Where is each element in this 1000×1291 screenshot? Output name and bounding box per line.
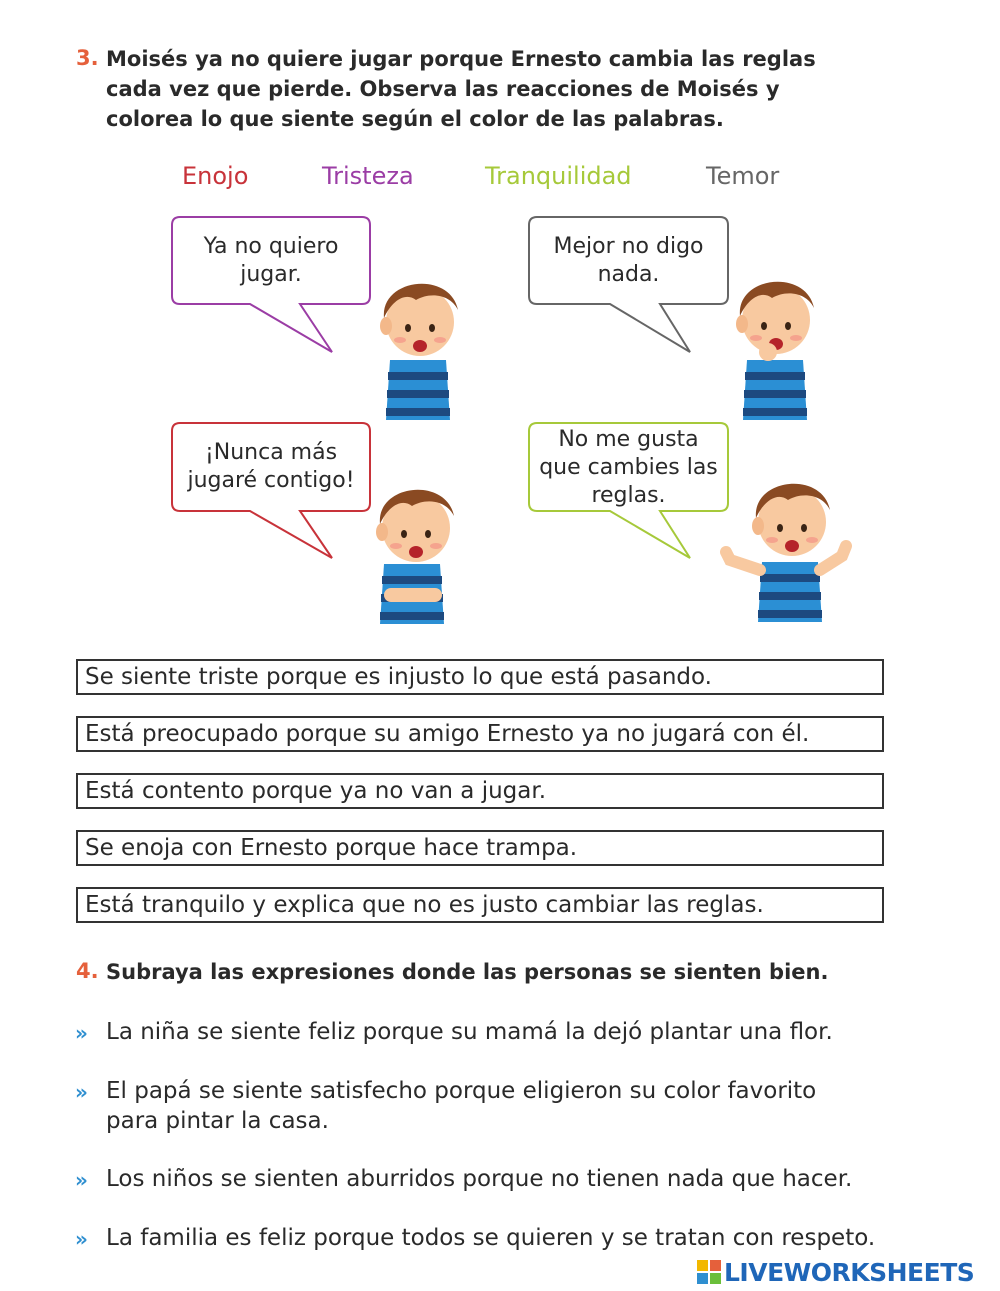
bubble-line: nada. [597,262,660,287]
bubble-line: reglas. [591,483,666,508]
bubble-1-text [172,233,370,289]
expression-line: La familia es feliz porque todos se quieren y se tratan con respeto. [106,1225,876,1251]
legend-tristeza: Tristeza [322,162,414,190]
bubble-line: No me gusta [558,427,699,452]
answer-box-5[interactable]: Está tranquilo y explica que no es justo cambiar las reglas. [76,887,884,923]
bubble-2-text [529,233,728,289]
expression-item-3[interactable] [106,1164,906,1194]
boy-fearful-illustration [736,282,814,420]
bullet-icon: » [75,1021,88,1045]
question-3-number: 3. [76,46,99,70]
expression-line: para pintar la casa. [106,1108,329,1134]
logo-icon [697,1260,721,1284]
answer-box-2[interactable]: Está preocupado porque su amigo Ernesto ya no jugará con él. [76,716,884,752]
question-4-title: Subraya las expresiones donde las personas se sienten bien. [106,960,829,984]
answer-box-4[interactable]: Se enoja con Ernesto porque hace trampa. [76,830,884,866]
question-3-line: colorea lo que siente según el color de las palabras. [106,107,724,131]
bubble-line: ¡Nunca más [204,440,338,465]
legend-tranquilidad: Tranquilidad [485,162,632,190]
legend-enojo: Enojo [182,162,249,190]
boy-calm-illustration [726,484,846,622]
bubble-3-text [172,439,370,495]
boy-angry-illustration [376,490,454,624]
expression-item-1[interactable] [106,1017,906,1047]
bullet-icon: » [75,1080,88,1104]
bubble-line: jugar. [240,262,302,287]
bullet-icon: » [75,1227,88,1251]
illustration [0,0,1000,640]
answer-box-1[interactable]: Se siente triste porque es injusto lo que está pasando. [76,659,884,695]
bubble-line: que cambies las [539,455,718,480]
expression-item-2[interactable] [106,1076,906,1136]
bullet-icon: » [75,1168,88,1192]
expression-item-4[interactable] [106,1223,906,1253]
bubble-4-text [529,426,728,510]
boy-sad-illustration [380,284,458,420]
expression-line: Los niños se sienten aburridos porque no tienen nada que hacer. [106,1166,853,1192]
liveworksheets-logo[interactable] [697,1257,974,1287]
expression-line: El papá se siente satisfecho porque eligieron su color favorito [106,1078,817,1104]
question-3-line: Moisés ya no quiere jugar porque Ernesto cambia las reglas [106,47,816,71]
question-3-line: cada vez que pierde. Observa las reacciones de Moisés y [106,77,780,101]
logo-text: LIVEWORKSHEETS [724,1257,975,1287]
expression-line: La niña se siente feliz porque su mamá la dejó plantar una flor. [106,1019,833,1045]
bubble-line: jugaré contigo! [187,468,355,493]
bubble-line: Ya no quiero [203,234,339,259]
answer-box-3[interactable]: Está contento porque ya no van a jugar. [76,773,884,809]
bubble-line: Mejor no digo [553,234,704,259]
legend-temor: Temor [706,162,780,190]
question-4-number: 4. [76,959,99,983]
